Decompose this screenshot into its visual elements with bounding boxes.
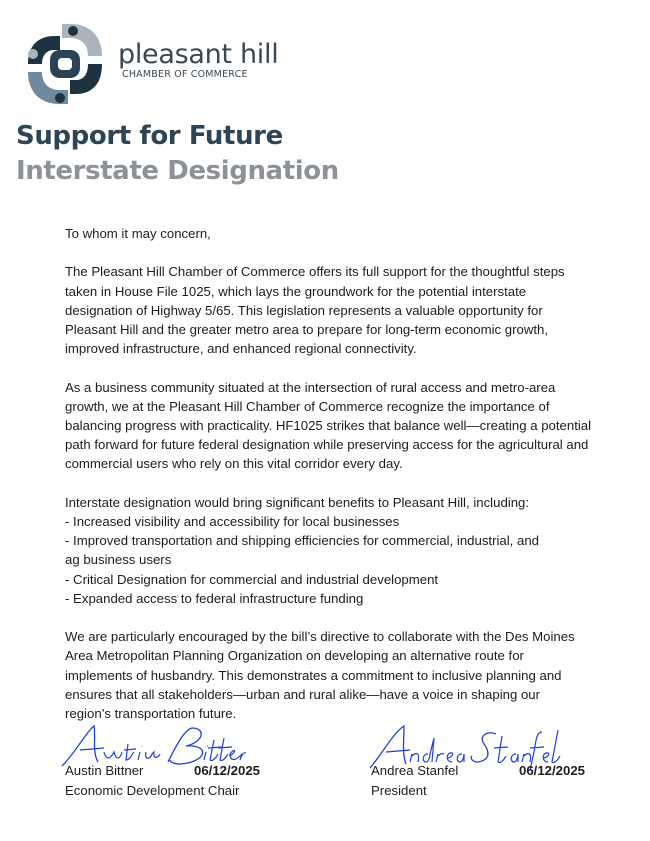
signatory-2-date: 06/12/2025 bbox=[518, 763, 585, 778]
signatory-2-name-row bbox=[371, 761, 585, 781]
signatory-1-role: Economic Development Chair bbox=[65, 782, 240, 798]
page-title: Support for Future bbox=[16, 121, 283, 151]
signatory-2 bbox=[371, 761, 585, 800]
signatory-1 bbox=[65, 761, 260, 800]
logo-dot-bottom bbox=[55, 93, 65, 103]
paragraph-3: We are particularly encouraged by the bill’s directive to collaborate with the Des Moines Area Metropolitan Planning Organization on developing an alternative route for implements of husbandry. This demonstrates a commitment to inclusive planning and ensures that all stakeholders—urban and rural alike—have a voice in shaping our region’s transportation future. bbox=[65, 629, 575, 722]
signatory-2-name: Andrea Stanfel bbox=[371, 763, 459, 778]
salutation: To whom it may concern, bbox=[65, 226, 211, 241]
benefits-list bbox=[65, 493, 595, 608]
org-subtitle: CHAMBER OF COMMERCE bbox=[122, 69, 248, 80]
org-name: pleasant hill bbox=[118, 39, 279, 70]
org-name-block bbox=[118, 40, 278, 80]
signatory-2-role: President bbox=[371, 782, 427, 798]
chamber-logo bbox=[20, 20, 110, 108]
signatory-1-name-row bbox=[65, 761, 260, 781]
list-item: - Critical Designation for commercial and industrial development bbox=[65, 571, 439, 587]
logo-dot-left bbox=[28, 49, 38, 59]
paragraph-2: As a business community situated at the intersection of rural access and metro-area growth, we at the Pleasant Hill Chamber of Commerce recognize the importance of balancing progress with practicality. HF1025 strikes that balance well—creating a potential path forward for future federal designation while preserving access for the agricultural and commercial users who rely on this vital corridor every day. bbox=[65, 379, 592, 472]
logo-dot-top bbox=[68, 26, 78, 36]
list-item: - Increased visibility and accessibility for local businesses bbox=[65, 514, 400, 529]
logo-center-gap bbox=[58, 58, 72, 70]
paragraph-1: The Pleasant Hill Chamber of Commerce offers its full support for the thoughtful steps taken in House File 1025, which lays the groundwork for the potential interstate designation of Highway 5/65. This legislation represents a valuable opportunity for Pleasant Hill and the greater metro area to prepare for long-term economic growth, improved infrastructure, and enhanced regional connectivity. bbox=[65, 264, 565, 357]
signatory-1-date: 06/12/2025 bbox=[193, 763, 260, 778]
list-intro: Interstate designation would bring significant benefits to Pleasant Hill, including: bbox=[65, 494, 530, 510]
list-item: - Expanded access to federal infrastructure funding bbox=[65, 590, 364, 606]
letter-body bbox=[65, 224, 595, 742]
page-subtitle: Interstate Designation bbox=[16, 156, 339, 186]
signatory-1-name: Austin Bittner bbox=[65, 763, 144, 778]
list-item: - Improved transportation and shipping efficiencies for commercial, industrial, and ag business users bbox=[65, 533, 540, 568]
